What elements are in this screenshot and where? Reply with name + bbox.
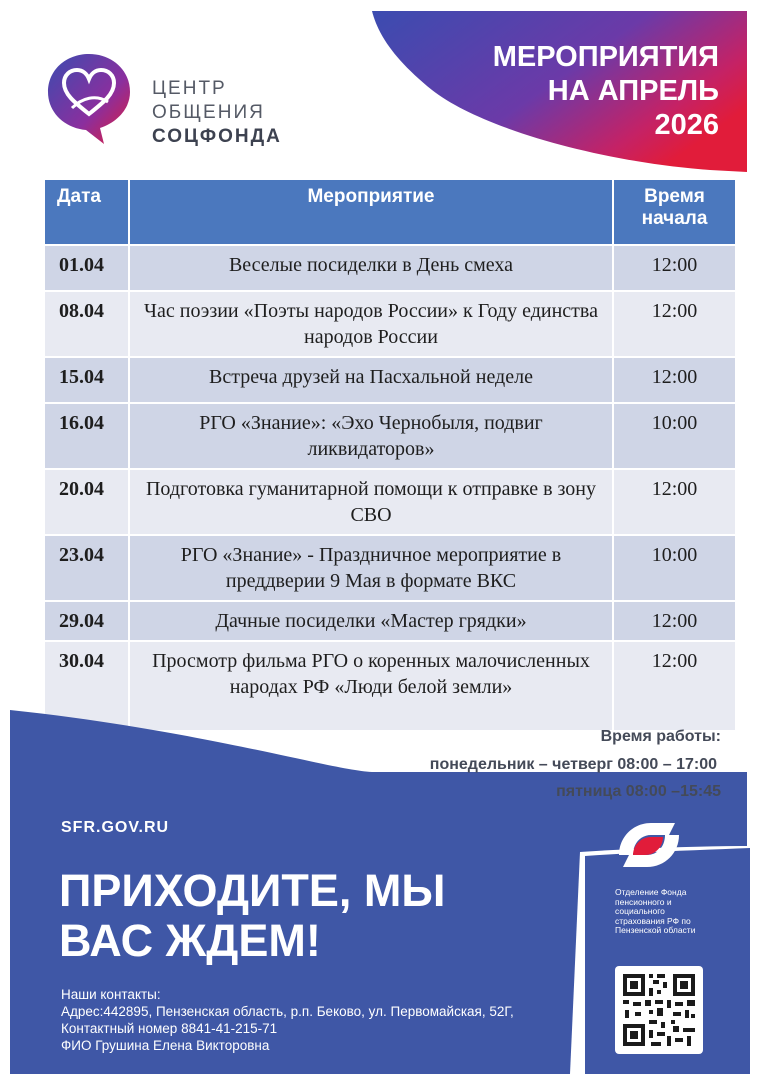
- cell-date: 30.04: [44, 641, 129, 731]
- cell-date: 15.04: [44, 357, 129, 403]
- logo-text-line-3: СОЦФОНДА: [152, 126, 282, 147]
- column-header-event: Мероприятие: [129, 179, 613, 245]
- table-row: [44, 245, 736, 291]
- slogan-line-1: ПРИХОДИТЕ, МЫ: [59, 865, 446, 916]
- cell-time: 12:00: [613, 357, 736, 403]
- cell-date: 29.04: [44, 601, 129, 641]
- slogan-line-2: ВАС ЖДЕМ!: [59, 915, 321, 966]
- contacts-phone: Контактный номер 8841-41-215-71: [61, 1021, 278, 1036]
- contacts-person: ФИО Грушина Елена Викторовна: [61, 1038, 270, 1053]
- sfr-caption: Отделение Фонда пенсионного и социального страхования РФ по Пензенской области: [615, 887, 696, 935]
- events-table: [43, 178, 737, 732]
- cell-time: 12:00: [613, 601, 736, 641]
- page-title-line-2: НА АПРЕЛЬ: [547, 75, 719, 107]
- cell-date: 20.04: [44, 469, 129, 535]
- cell-event: Подготовка гуманитарной помощи к отправке в зону СВО: [129, 469, 613, 535]
- logo-text-line-2: ОБЩЕНИЯ: [152, 102, 265, 123]
- page-title-line-1: МЕРОПРИЯТИЯ: [492, 41, 719, 73]
- column-header-date: Дата: [44, 179, 129, 245]
- column-header-time: Время начала: [613, 179, 736, 245]
- qr-code-icon[interactable]: [615, 966, 703, 1054]
- cell-time: 12:00: [613, 641, 736, 731]
- cell-time: 12:00: [613, 245, 736, 291]
- cell-event: РГО «Знание»: «Эхо Чернобыля, подвиг ликвидаторов»: [129, 403, 613, 469]
- cell-event: Просмотр фильма РГО о коренных малочисленных народах РФ «Люди белой земли»: [129, 641, 613, 731]
- cell-time: 12:00: [613, 469, 736, 535]
- table-row: [44, 403, 736, 469]
- website-link[interactable]: SFR.GOV.RU: [61, 819, 170, 836]
- cell-date: 01.04: [44, 245, 129, 291]
- contacts-address: Адрес:442895, Пензенская область, р.п. Беково, ул. Первомайская, 52Г,: [61, 1004, 514, 1019]
- sfr-logo-icon: [613, 815, 685, 875]
- cell-date: 16.04: [44, 403, 129, 469]
- schedule-weekdays: понедельник – четверг 08:00 – 17:00: [429, 756, 717, 773]
- page-title-line-3: 2026: [654, 109, 719, 141]
- cell-event: Встреча друзей на Пасхальной неделе: [129, 357, 613, 403]
- logo-text-line-1: ЦЕНТР: [152, 78, 227, 99]
- cell-date: 23.04: [44, 535, 129, 601]
- cell-event: Час поэзии «Поэты народов России» к Году единства народов России: [129, 291, 613, 357]
- table-header-row: [44, 179, 736, 245]
- contacts-title: Наши контакты:: [61, 987, 161, 1002]
- table-row: [44, 357, 736, 403]
- cell-event: РГО «Знание» - Праздничное мероприятие в преддверии 9 Мая в формате ВКС: [129, 535, 613, 601]
- table-row: [44, 291, 736, 357]
- schedule-title: Время работы:: [600, 728, 721, 745]
- table-row: [44, 601, 736, 641]
- table-row: [44, 469, 736, 535]
- schedule-friday: пятница 08:00 –15:45: [556, 783, 721, 800]
- heart-chat-logo-icon: [44, 50, 134, 146]
- cell-time: 10:00: [613, 535, 736, 601]
- table-row: [44, 535, 736, 601]
- cell-time: 10:00: [613, 403, 736, 469]
- cell-date: 08.04: [44, 291, 129, 357]
- cell-event: Дачные посиделки «Мастер грядки»: [129, 601, 613, 641]
- cell-time: 12:00: [613, 291, 736, 357]
- cell-event: Веселые посиделки в День смеха: [129, 245, 613, 291]
